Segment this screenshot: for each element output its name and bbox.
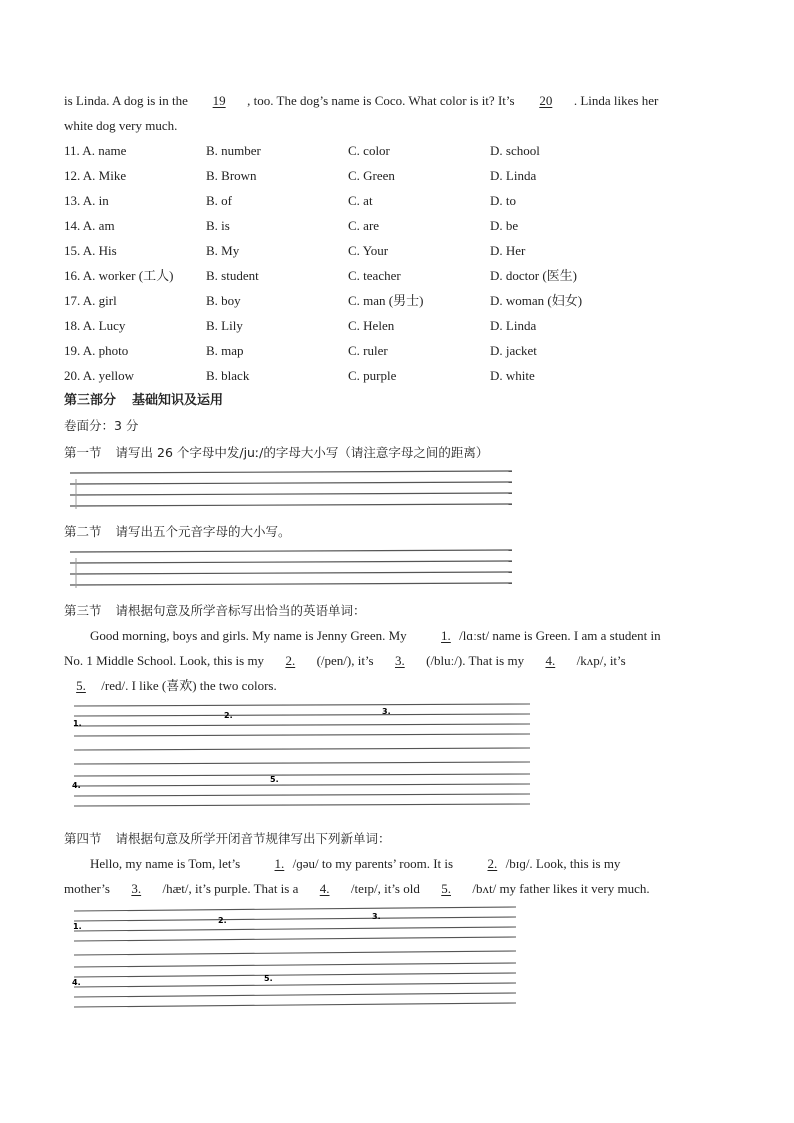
grid-label-5: 5. <box>264 974 273 983</box>
option-a[interactable]: 11. A. name <box>64 143 127 158</box>
grid-label-3: 3. <box>382 707 391 716</box>
option-d[interactable]: D. Linda <box>490 318 537 333</box>
option-a[interactable]: 16. A. worker (工人) <box>64 268 174 283</box>
blank-s4-5[interactable]: 5. <box>441 881 451 896</box>
option-a[interactable]: 12. A. Mike <box>64 168 127 183</box>
question-row <box>64 313 734 338</box>
passage-line-2: white dog very much. <box>64 118 178 133</box>
question-row <box>64 138 734 163</box>
option-c[interactable]: C. purple <box>348 368 397 383</box>
option-a[interactable]: 20. A. yellow <box>64 368 135 383</box>
option-b[interactable]: B. My <box>206 243 240 258</box>
blank-s4-1[interactable]: 1. <box>274 856 285 871</box>
option-b[interactable]: B. of <box>206 193 232 208</box>
option-b[interactable]: B. number <box>206 143 261 158</box>
option-a[interactable]: 14. A. am <box>64 218 115 233</box>
blank-s4-2[interactable]: 2. <box>487 856 498 871</box>
option-a[interactable]: 17. A. girl <box>64 293 117 308</box>
writing-grid-4[interactable] <box>68 905 734 1017</box>
part-3-title: 第三部分 基础知识及运用 <box>64 393 224 408</box>
grid-label-4: 4. <box>72 781 81 790</box>
option-d[interactable]: D. school <box>490 143 540 158</box>
option-c[interactable]: C. ruler <box>348 343 388 358</box>
question-row <box>64 338 734 363</box>
blank-19[interactable]: 19 <box>212 93 226 108</box>
grid-label-1: 1. <box>73 719 82 728</box>
question-row <box>64 213 734 238</box>
grid-label-3: 3. <box>372 912 381 921</box>
grid-label-5: 5. <box>270 775 279 784</box>
section-2-heading: 第二节 请写出五个元音字母的大小写。 <box>64 524 291 539</box>
option-d[interactable]: D. to <box>490 193 516 208</box>
option-b[interactable]: B. is <box>206 218 230 233</box>
option-c[interactable]: C. Helen <box>348 318 395 333</box>
passage-line-1: is Linda. A dog is in the 19 , too. The dog’s name is Coco. What color is it? It’s 20 . Linda likes her <box>64 88 734 113</box>
section-3-passage-2: No. 1 Middle School. Look, this is my 2. (/pen/), it’s 3. (/bluː/). That is my 4. /kʌp/, it’s <box>64 648 734 673</box>
option-d[interactable]: D. Her <box>490 243 526 258</box>
blank-s3-3[interactable]: 3. <box>394 653 405 668</box>
option-d[interactable]: D. jacket <box>490 343 537 358</box>
blank-s3-2[interactable]: 2. <box>285 653 296 668</box>
score-note: 卷面分：3 分 <box>64 418 139 433</box>
grid-label-2: 2. <box>224 711 233 720</box>
question-row <box>64 263 734 288</box>
section-3-passage-3: 5. /red/. I like (喜欢) the two colors. <box>64 673 734 698</box>
section-3-passage: Good morning, boys and girls. My name is Jenny Green. My 1. /lɑːst/ name is Green. I am a student in <box>64 623 734 648</box>
question-row <box>64 288 734 313</box>
blank-s3-4[interactable]: 4. <box>545 653 556 668</box>
option-d[interactable]: D. white <box>490 368 535 383</box>
writing-grid-3[interactable] <box>68 702 734 820</box>
question-row <box>64 188 734 213</box>
option-c[interactable]: C. Green <box>348 168 395 183</box>
question-row <box>64 163 734 188</box>
option-c[interactable]: C. at <box>348 193 373 208</box>
option-d[interactable]: D. woman (妇女) <box>490 293 583 308</box>
question-row <box>64 363 734 388</box>
blank-s3-1[interactable]: 1. <box>441 628 451 643</box>
option-c[interactable]: C. are <box>348 218 380 233</box>
option-a[interactable]: 19. A. photo <box>64 343 129 358</box>
option-c[interactable]: C. teacher <box>348 268 401 283</box>
section-4-heading: 第四节 请根据句意及所学开闭音节规律写出下列新单词： <box>64 831 391 846</box>
options-list <box>64 138 734 388</box>
grid-label-1: 1. <box>73 922 82 931</box>
option-d[interactable]: D. Linda <box>490 168 537 183</box>
option-c[interactable]: C. Your <box>348 243 389 258</box>
section-1-heading: 第一节 请写出 26 个字母中发/juː/的字母大小写（请注意字母之间的距离） <box>64 445 489 460</box>
option-b[interactable]: B. boy <box>206 293 241 308</box>
option-b[interactable]: B. Lily <box>206 318 243 333</box>
option-a[interactable]: 18. A. Lucy <box>64 318 126 333</box>
option-a[interactable]: 13. A. in <box>64 193 109 208</box>
option-b[interactable]: B. map <box>206 343 244 358</box>
option-b[interactable]: B. student <box>206 268 259 283</box>
blank-20[interactable]: 20 <box>539 93 553 108</box>
blank-s4-4[interactable]: 4. <box>319 881 330 896</box>
option-a[interactable]: 15. A. His <box>64 243 117 258</box>
writing-lines-2[interactable] <box>68 548 734 592</box>
option-d[interactable]: D. doctor (医生) <box>490 268 578 283</box>
worksheet-page <box>64 88 734 1023</box>
blank-s4-3[interactable]: 3. <box>131 881 142 896</box>
blank-s3-5[interactable]: 5. <box>76 678 86 693</box>
writing-lines-1[interactable] <box>68 469 734 513</box>
option-d[interactable]: D. be <box>490 218 519 233</box>
question-row <box>64 238 734 263</box>
section-4-passage-2: mother’s 3. /hæt/, it’s purple. That is a 4. /teɪp/, it’s old 5. /bʌt/ my father likes it very much. <box>64 876 734 901</box>
option-b[interactable]: B. black <box>206 368 250 383</box>
option-b[interactable]: B. Brown <box>206 168 257 183</box>
option-c[interactable]: C. man (男士) <box>348 293 424 308</box>
grid-label-4: 4. <box>72 978 81 987</box>
grid-label-2: 2. <box>218 916 227 925</box>
option-c[interactable]: C. color <box>348 143 390 158</box>
section-4-passage: Hello, my name is Tom, let’s 1. /ɡəu/ to my parents’ room. It is 2. /bɪɡ/. Look, this is my <box>64 851 734 876</box>
section-3-heading: 第三节 请根据句意及所学音标写出恰当的英语单词： <box>64 603 366 618</box>
